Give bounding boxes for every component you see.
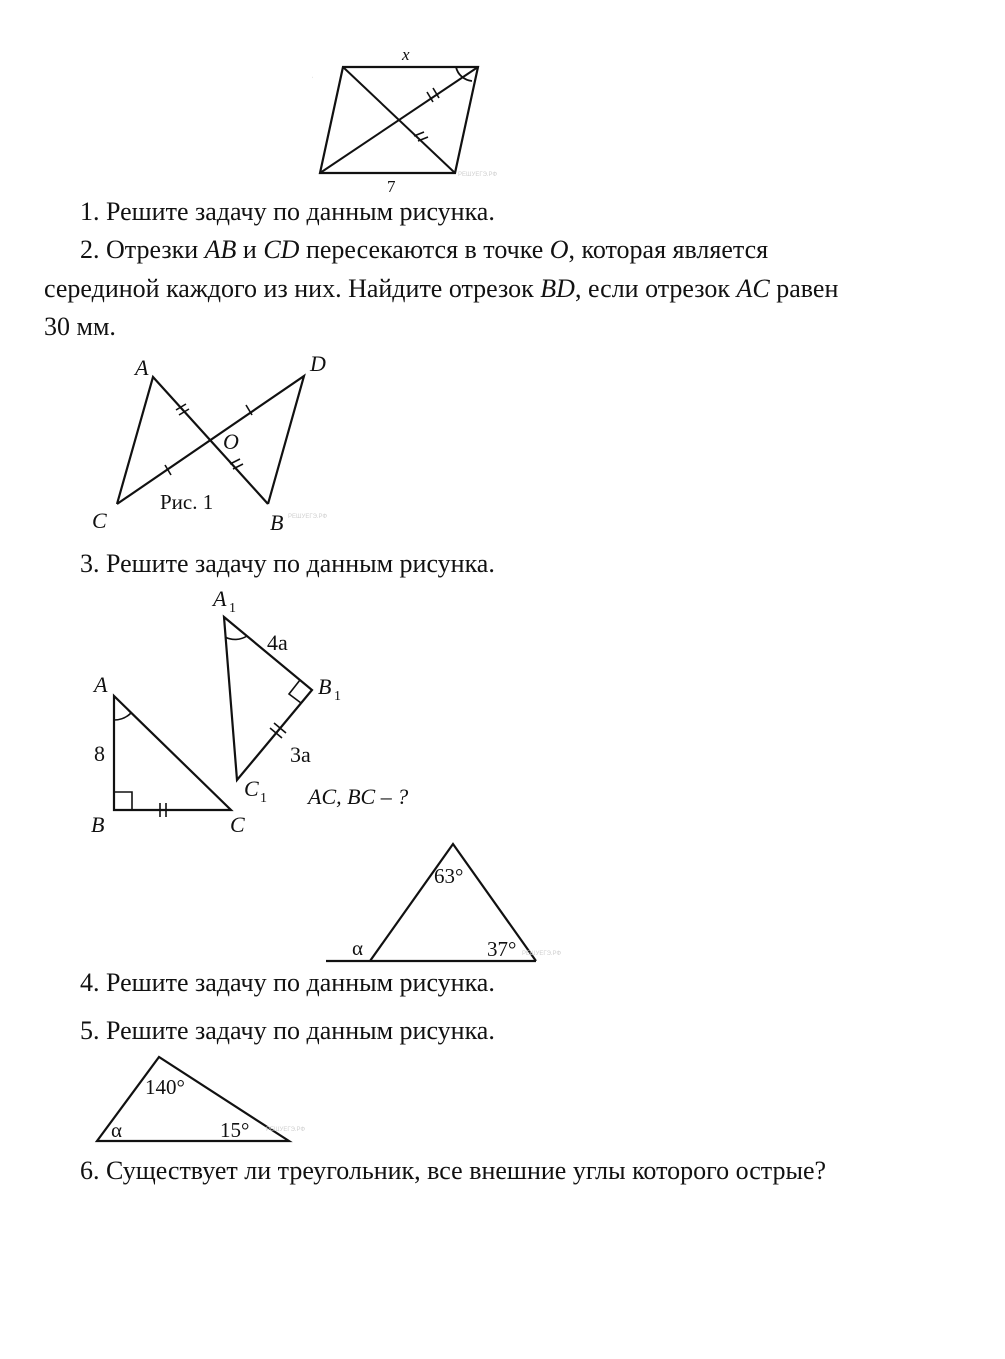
angle-37: 37° [487, 937, 517, 961]
label-o: O [223, 429, 239, 454]
task-5-text: 5. Решите задачу по данным рисунка. [80, 1016, 495, 1045]
point-o: O [549, 235, 569, 264]
task-4-text: 4. Решите задачу по данным рисунка. [80, 968, 495, 997]
label-c1: C [244, 776, 259, 801]
task-3-text: 3. Решите задачу по данным рисунка. [80, 549, 495, 578]
angle-15: 15° [220, 1118, 250, 1142]
task-2-text: серединой каждого из них. Найдите отрезок [44, 274, 541, 303]
figure-caption: Рис. 1 [160, 490, 214, 514]
triangle-shape [97, 1057, 289, 1141]
label-a: A [94, 672, 108, 697]
watermark: РЕШУЕГЭ.РФ [288, 514, 328, 520]
label-x: x [402, 45, 410, 64]
label-c: C [92, 508, 107, 533]
angle-alpha: α [352, 936, 364, 960]
task-2-text: , которая является [568, 235, 769, 264]
task-2-text: 30 мм. [44, 312, 116, 341]
task-2-text: и [236, 235, 264, 264]
watermark: РЕШУЕГЭ.РФ [458, 172, 498, 178]
label-c1-sub: 1 [260, 791, 267, 806]
label-8: 8 [94, 741, 105, 766]
segment-cd: CD [263, 235, 300, 264]
label-b1-sub: 1 [334, 689, 341, 704]
question-label: AC, BC – ? [308, 784, 409, 809]
label-a1-sub: 1 [229, 601, 236, 616]
segment-ab: AB [204, 235, 237, 264]
task-2-text: равен [769, 274, 839, 303]
watermark: РЕШУЕГЭ.РФ [522, 951, 562, 957]
watermark: РЕШУЕГЭ.РФ [266, 1127, 306, 1133]
task-1-text: 1. Решите задачу по данным рисунка. [80, 197, 495, 226]
label-7: 7 [387, 177, 396, 196]
label-b: B [270, 510, 284, 535]
label-b: B [91, 812, 105, 837]
label-d: D [310, 351, 326, 376]
label-c: C [230, 812, 245, 837]
task-2-text: , если отрезок [574, 274, 737, 303]
label-a: A [135, 355, 149, 380]
task-2-text: 2. Отрезки [80, 235, 205, 264]
label-3a: 3a [290, 742, 311, 767]
label-4a: 4a [267, 630, 288, 655]
label-a1: A [213, 586, 227, 611]
task-2-text: пересекаются в точке [299, 235, 550, 264]
angle-63: 63° [434, 864, 464, 888]
label-b1: B [318, 674, 332, 699]
segment-bd: BD [540, 274, 575, 303]
task-6-text: 6. Существует ли треугольник, все внешние углы которого острые? [80, 1156, 827, 1185]
angle-140: 140° [145, 1075, 185, 1099]
segment-ac: AC [736, 274, 770, 303]
task-6 [80, 1152, 826, 1190]
angle-alpha: α [111, 1118, 123, 1142]
